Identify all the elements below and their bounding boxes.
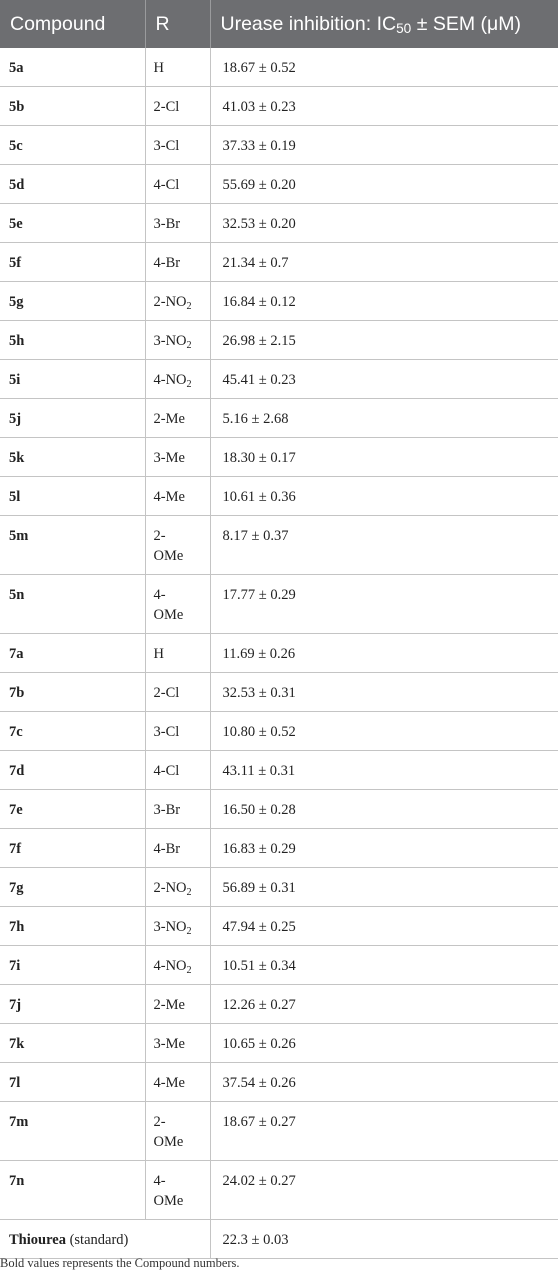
compound-cell: 5e [0,204,145,243]
r-cell [145,751,210,790]
header-ic50-subscript: 50 [396,20,412,36]
ic50-cell: 11.69 ± 0.26 [210,634,558,673]
r-substituent: 3-Br [153,216,181,232]
table-row [0,829,558,868]
ic50-cell: 55.69 ± 0.20 [210,165,558,204]
r-cell [145,438,210,477]
table-row [0,477,558,516]
ic50-cell: 32.53 ± 0.20 [210,204,558,243]
r-subscript: 2 [186,301,192,312]
ic50-cell: 41.03 ± 0.23 [210,87,558,126]
table-row [0,907,558,946]
ic50-cell: 5.16 ± 2.68 [210,399,558,438]
standard-cell [0,1220,210,1259]
r-cell [145,575,210,634]
ic50-cell: 10.80 ± 0.52 [210,712,558,751]
ic50-cell: 16.50 ± 0.28 [210,790,558,829]
ic50-cell: 18.30 ± 0.17 [210,438,558,477]
standard-label: (standard) [65,1232,129,1248]
r-cell [145,1024,210,1063]
r-subscript: 2 [186,887,192,898]
r-subscript: 2 [186,926,192,937]
r-substituent: 3-Me [153,450,185,466]
ic50-cell: 10.65 ± 0.26 [210,1024,558,1063]
r-cell [145,87,210,126]
ic50-cell: 10.61 ± 0.36 [210,477,558,516]
compound-cell: 7l [0,1063,145,1102]
table-row [0,204,558,243]
header-r: R [145,0,210,48]
r-substituent: 2-Me [153,411,185,427]
table-row [0,165,558,204]
r-cell [145,243,210,282]
compound-cell: 5f [0,243,145,282]
r-substituent: 4-Cl [153,763,180,779]
r-substituent: H [153,60,164,76]
compound-cell: 7e [0,790,145,829]
r-substituent: 4- OMe [153,587,184,623]
r-cell [145,126,210,165]
r-cell [145,946,210,985]
compound-cell: 7h [0,907,145,946]
r-cell [145,321,210,360]
r-substituent: 4-Cl [153,177,180,193]
compound-cell: 7m [0,1102,145,1161]
compound-cell: 5l [0,477,145,516]
ic50-cell: 56.89 ± 0.31 [210,868,558,907]
ic50-cell: 17.77 ± 0.29 [210,575,558,634]
compound-cell: 7i [0,946,145,985]
compound-cell: 7b [0,673,145,712]
compound-cell: 5n [0,575,145,634]
header-ic50-prefix: Urease inhibition: IC [220,12,397,35]
compound-cell: 7k [0,1024,145,1063]
ic50-cell: 43.11 ± 0.31 [210,751,558,790]
table-row [0,282,558,321]
ic50-cell: 18.67 ± 0.27 [210,1102,558,1161]
compound-cell: 7a [0,634,145,673]
ic50-cell: 37.54 ± 0.26 [210,1063,558,1102]
compound-cell: 5a [0,48,145,87]
table-row [0,634,558,673]
r-substituent: 4- OMe [153,1173,184,1209]
r-cell [145,907,210,946]
r-cell [145,712,210,751]
r-substituent: 2- OMe [153,528,184,564]
header-ic50 [210,0,558,48]
table-row [0,751,558,790]
r-cell [145,1102,210,1161]
table-row [0,868,558,907]
r-substituent: 2-Cl [153,99,180,115]
header-ic50-suffix: ± SEM (μM) [411,12,521,35]
table-row [0,126,558,165]
r-cell [145,673,210,712]
compound-cell: 7f [0,829,145,868]
r-cell [145,790,210,829]
r-substituent: 4-Me [153,1075,185,1091]
ic50-cell: 37.33 ± 0.19 [210,126,558,165]
r-substituent: 4-Br [153,841,181,857]
ic50-cell: 26.98 ± 2.15 [210,321,558,360]
ic50-cell: 8.17 ± 0.37 [210,516,558,575]
r-cell [145,985,210,1024]
table-row [0,438,558,477]
table-row [0,575,558,634]
table-row [0,1161,558,1220]
table-row [0,712,558,751]
r-cell [145,868,210,907]
r-cell [145,282,210,321]
r-cell [145,399,210,438]
r-substituent: 3-Br [153,802,181,818]
r-substituent: 2- OMe [153,1114,184,1150]
compound-cell: 7g [0,868,145,907]
r-cell [145,1161,210,1220]
r-substituent: 3-Cl [153,138,180,154]
r-substituent: 2-NO [153,294,187,310]
standard-name: Thiourea [9,1232,66,1248]
r-substituent: 2-Me [153,997,185,1013]
r-substituent: H [153,646,164,662]
r-cell [145,204,210,243]
table-row [0,48,558,87]
table-footnote: Bold values represents the Compound numbers. [0,1256,240,1270]
compound-cell: 5j [0,399,145,438]
ic50-cell: 32.53 ± 0.31 [210,673,558,712]
r-cell [145,516,210,575]
compound-cell: 5h [0,321,145,360]
compound-cell: 5d [0,165,145,204]
r-substituent: 3-Cl [153,724,180,740]
compound-cell: 5m [0,516,145,575]
r-substituent: 3-Me [153,1036,185,1052]
r-subscript: 2 [186,379,192,390]
r-cell [145,48,210,87]
table-row [0,985,558,1024]
table-row [0,399,558,438]
table-row [0,321,558,360]
r-cell [145,1063,210,1102]
r-substituent: 4-NO [153,958,187,974]
table-row [0,1102,558,1161]
table-row [0,1024,558,1063]
table-header-row [0,0,558,48]
r-cell [145,829,210,868]
ic50-cell: 16.83 ± 0.29 [210,829,558,868]
compound-cell: 7n [0,1161,145,1220]
r-substituent: 4-Me [153,489,185,505]
compound-cell: 5b [0,87,145,126]
r-subscript: 2 [186,965,192,976]
r-substituent: 2-Cl [153,685,180,701]
r-cell [145,360,210,399]
ic50-cell: 16.84 ± 0.12 [210,282,558,321]
ic50-cell: 18.67 ± 0.52 [210,48,558,87]
table-row [0,1063,558,1102]
r-substituent: 4-Br [153,255,181,271]
table-row [0,516,558,575]
standard-value: 22.3 ± 0.03 [210,1220,558,1259]
compound-cell: 5g [0,282,145,321]
header-compound: Compound [0,0,145,48]
compound-cell: 7c [0,712,145,751]
r-cell [145,634,210,673]
table-row [0,946,558,985]
r-cell [145,165,210,204]
r-subscript: 2 [186,340,192,351]
compound-cell: 5k [0,438,145,477]
r-cell [145,477,210,516]
compound-cell: 7d [0,751,145,790]
table-body [0,48,558,1259]
ic50-cell: 12.26 ± 0.27 [210,985,558,1024]
compound-cell: 7j [0,985,145,1024]
compound-cell: 5c [0,126,145,165]
r-substituent: 3-NO [153,919,187,935]
ic50-cell: 45.41 ± 0.23 [210,360,558,399]
r-substituent: 4-NO [153,372,187,388]
standard-row [0,1220,558,1259]
table-row [0,243,558,282]
ic50-cell: 10.51 ± 0.34 [210,946,558,985]
table-row [0,673,558,712]
compound-cell: 5i [0,360,145,399]
ic50-cell: 21.34 ± 0.7 [210,243,558,282]
table-row [0,360,558,399]
ic50-cell: 24.02 ± 0.27 [210,1161,558,1220]
r-substituent: 2-NO [153,880,187,896]
r-substituent: 3-NO [153,333,187,349]
table-row [0,790,558,829]
table-row [0,87,558,126]
ic50-cell: 47.94 ± 0.25 [210,907,558,946]
